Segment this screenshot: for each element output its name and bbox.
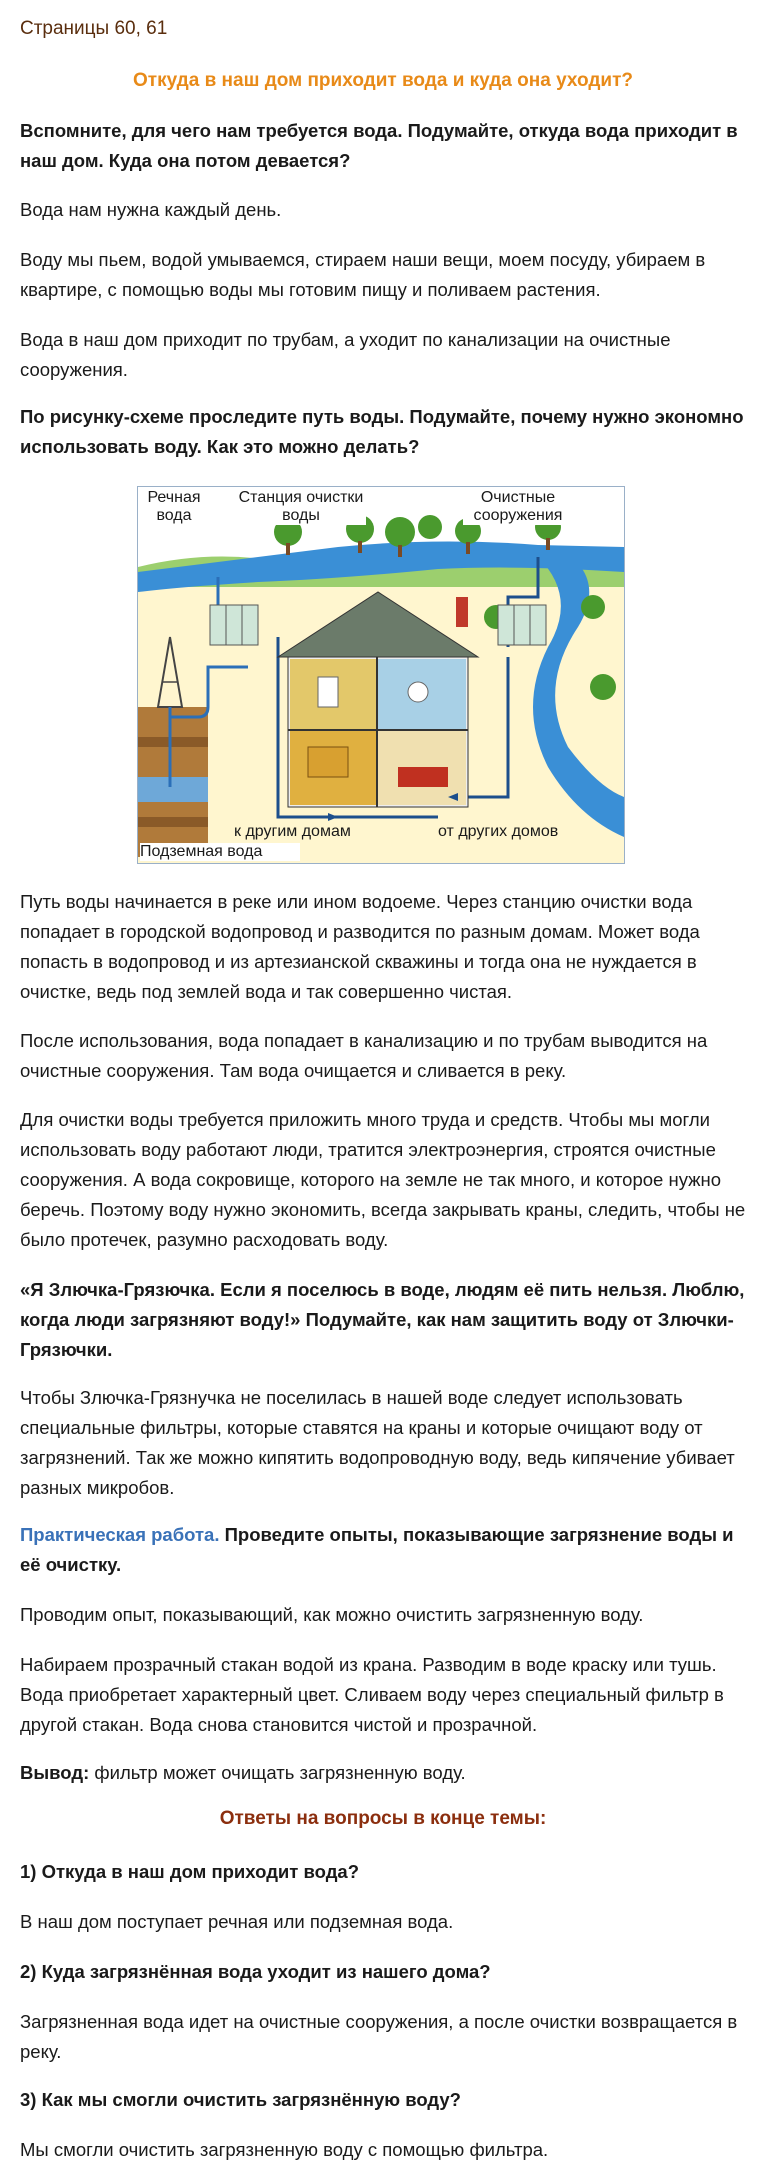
label-to-other-houses: к другим домам [234,823,351,840]
practical-work-text: Проведите опыты, показывающие загрязнение воды и её очистку. [20,1524,734,1575]
qa-1-question-text: 1) Откуда в наш дом приходит вода? [20,1861,360,1882]
paragraph-3 [20,325,746,385]
conclusion-label: Вывод: [20,1762,90,1783]
qa-1-answer [20,1907,746,1937]
paragraph-2-text: Воду мы пьем, водой умываемся, стираем наши вещи, моем посуду, убираем в квартире, с помощью воды мы готовим пищу и поливаем растения. [20,249,706,300]
qa-2-question [20,1957,746,1987]
label-from-other-houses: от других домов [438,823,559,840]
question-3 [20,1275,746,1365]
paragraph-9 [20,1650,746,1740]
qa-3-question-text: 3) Как мы смогли очистить загрязнённую воду? [20,2089,461,2110]
qa-2-question-text: 2) Куда загрязнённая вода уходит из нашего дома? [20,1961,491,1982]
paragraph-8-text: Проводим опыт, показывающий, как можно очистить загрязненную воду. [20,1604,644,1625]
paragraph-1 [20,195,746,225]
paragraph-7-text: Чтобы Злючка-Грязнучка не поселилась в нашей воде следует использовать специальные фильтры, которые ставятся на краны и которые очищают воду от загрязнений. Так же можно кипятить водопроводную воду, ведь кипячение убивает разных микробов. [20,1387,735,1498]
paragraph-1-text: Вода нам нужна каждый день. [20,199,282,220]
qa-3-question [20,2085,746,2115]
water-path-diagram [137,486,625,864]
paragraph-5 [20,1026,746,1086]
label-river-water: Речная вода [144,489,204,525]
page-title: Откуда в наш дом приходит вода и куда она уходит? [133,70,633,91]
paragraph-7 [20,1383,746,1503]
qa-1-answer-text: В наш дом поступает речная или подземная вода. [20,1911,454,1932]
paragraph-8 [20,1600,746,1630]
pages-label: Страницы 60, 61 [20,18,168,39]
question-1-text: Вспомните, для чего нам требуется вода. Подумайте, откуда вода приходит в наш дом. Куда она потом девается? [20,120,738,171]
paragraph-4-text: Путь воды начинается в реке или ином водоеме. Через станцию очистки вода попадает в городской водопровод и разводится по разным домам. Может вода попасть в водопровод и из артезианской скважины и тогда она не нуждается в очистке, ведь под землей вода и так совершенно чистая. [20,891,700,1002]
label-treatment-facility: Очистные сооружения [463,489,573,525]
qa-3-answer-text: Мы смогли очистить загрязненную воду с помощью фильтра. [20,2139,549,2160]
question-3-text: «Я Злючка-Грязючка. Если я поселюсь в воде, людям её пить нельзя. Люблю, когда люди загрязняют воду!» Подумайте, как нам защитить воду от Злючки-Грязючки. [20,1279,745,1360]
paragraph-2 [20,245,746,305]
paragraph-6-text: Для очистки воды требуется приложить много труда и средств. Чтобы мы могли использовать воду работают люди, тратится электроэнергия, строятся очистные сооружения. А вода сокровище, которого на земле не так много, и которое нужно беречь. Поэтому воду нужно экономить, всегда закрывать краны, следить, чтобы не было протечек, разумно расходовать воду. [20,1109,746,1250]
conclusion [20,1758,746,1788]
paragraph-4 [20,887,746,1007]
question-2-text: По рисунку-схеме проследите путь воды. Подумайте, почему нужно экономно использовать воду. Как это можно делать? [20,406,744,457]
qa-1-question [20,1857,746,1887]
diagram-illustration [138,487,624,863]
conclusion-text: фильтр может очищать загрязненную воду. [89,1762,466,1783]
paragraph-6 [20,1105,746,1255]
qa-2-answer-text: Загрязненная вода идет на очистные сооружения, а после очистки возвращается в реку. [20,2011,738,2062]
paragraph-9-text: Набираем прозрачный стакан водой из крана. Разводим в воде краску или тушь. Вода приобретает характерный цвет. Сливаем воду через специальный фильтр в другой стакан. Вода снова становится чистой и прозрачной. [20,1654,724,1735]
label-ground-water: Подземная вода [140,843,300,861]
practical-work [20,1520,746,1580]
label-water-station: Станция очистки воды [236,489,366,525]
practical-work-label: Практическая работа. [20,1524,220,1545]
paragraph-5-text: После использования, вода попадает в канализацию и по трубам выводится на очистные сооружения. Там вода очищается и сливается в реку. [20,1030,708,1081]
question-2 [20,402,746,462]
answers-title: Ответы на вопросы в конце темы: [219,1808,547,1829]
qa-3-answer [20,2135,746,2165]
paragraph-3-text: Вода в наш дом приходит по трубам, а уходит по канализации на очистные сооружения. [20,329,671,380]
question-1 [20,116,746,176]
qa-2-answer [20,2007,746,2067]
